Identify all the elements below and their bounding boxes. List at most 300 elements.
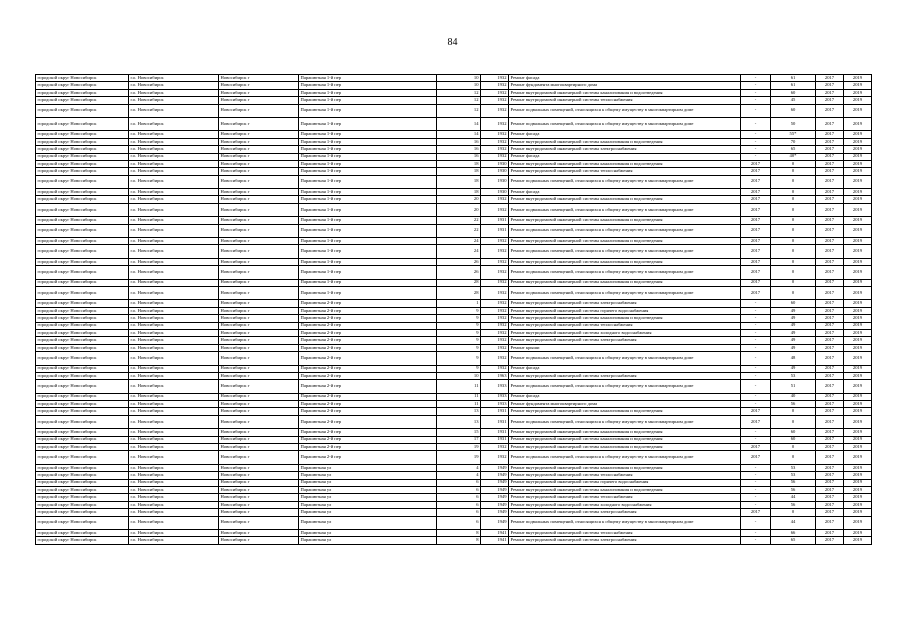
cell-municipality: городской округ Новосибирск — [36, 322, 129, 329]
cell-district: г.о. Новосибирск — [129, 189, 219, 196]
cell-locality: Новосибирск г — [219, 160, 299, 167]
cell-completion-year: - — [741, 479, 771, 486]
cell-municipality: городской округ Новосибирск — [36, 300, 129, 307]
cell-wear-percent: 0 — [771, 266, 816, 279]
cell-locality: Новосибирск г — [219, 89, 299, 96]
cell-plan-end: 2019 — [844, 479, 872, 486]
cell-wear-percent: 0 — [771, 203, 816, 216]
cell-completion-year: - — [741, 352, 771, 365]
cell-district: г.о. Новосибирск — [129, 322, 219, 329]
cell-district: г.о. Новосибирск — [129, 146, 219, 153]
cell-district: г.о. Новосибирск — [129, 337, 219, 344]
cell-street: Парашютная 1-й пер — [299, 138, 437, 145]
cell-locality: Новосибирск г — [219, 189, 299, 196]
cell-year: 1931 — [481, 217, 509, 224]
cell-completion-year: - — [741, 117, 771, 130]
cell-year: 1932 — [481, 75, 509, 82]
cell-plan-start: 2017 — [816, 286, 844, 299]
cell-street: Парашютная 1-й пер — [299, 117, 437, 130]
cell-work-type: Ремонт фасада — [509, 131, 741, 138]
cell-wear-percent: 0 — [771, 509, 816, 516]
cell-municipality: городской округ Новосибирск — [36, 501, 129, 508]
cell-district: г.о. Новосибирск — [129, 89, 219, 96]
cell-house: 6 — [437, 486, 481, 493]
cell-completion-year: - — [741, 104, 771, 117]
cell-plan-end: 2019 — [844, 372, 872, 379]
cell-work-type: Ремонт внутридомовой инженерной системы канализования и водоотведения — [509, 486, 741, 493]
table-row — [36, 131, 872, 138]
cell-house: 18 — [437, 175, 481, 188]
cell-plan-end: 2019 — [844, 464, 872, 471]
cell-completion-year: - — [741, 486, 771, 493]
cell-house: 9 — [437, 315, 481, 322]
cell-municipality: городской округ Новосибирск — [36, 266, 129, 279]
cell-locality: Новосибирск г — [219, 401, 299, 408]
cell-work-type: Ремонт внутридомовой инженерной системы теплоснабжения — [509, 97, 741, 104]
cell-locality: Новосибирск г — [219, 300, 299, 307]
cell-plan-end: 2019 — [844, 300, 872, 307]
cell-work-type: Ремонт внутридомовой инженерной системы канализования и водоотведения — [509, 279, 741, 286]
cell-plan-end: 2019 — [844, 516, 872, 529]
cell-work-type: Ремонт внутридомовой инженерной системы электроснабжения — [509, 372, 741, 379]
cell-locality: Новосибирск г — [219, 501, 299, 508]
cell-municipality: городской округ Новосибирск — [36, 429, 129, 436]
cell-wear-percent: 0 — [771, 451, 816, 464]
cell-plan-end: 2019 — [844, 509, 872, 516]
cell-municipality: городской округ Новосибирск — [36, 415, 129, 428]
cell-district: г.о. Новосибирск — [129, 97, 219, 104]
cell-house: 11 — [437, 401, 481, 408]
cell-plan-start: 2017 — [816, 97, 844, 104]
cell-plan-end: 2019 — [844, 196, 872, 203]
cell-plan-start: 2017 — [816, 408, 844, 415]
cell-work-type: Ремонт внутридомовой инженерной системы горячего водоснабжения — [509, 307, 741, 314]
cell-locality: Новосибирск г — [219, 494, 299, 501]
cell-wear-percent: 60 — [771, 104, 816, 117]
cell-year: 1941 — [481, 529, 509, 536]
cell-district: г.о. Новосибирск — [129, 196, 219, 203]
cell-wear-percent: 60 — [771, 89, 816, 96]
cell-district: г.о. Новосибирск — [129, 300, 219, 307]
cell-house: 20 — [437, 203, 481, 216]
cell-completion-year: - — [741, 82, 771, 89]
cell-work-type: Ремонт внутридомовой инженерной системы канализования и водоотведения — [509, 315, 741, 322]
cell-house: 11 — [437, 393, 481, 400]
cell-locality: Новосибирск г — [219, 344, 299, 351]
cell-district: г.о. Новосибирск — [129, 168, 219, 175]
cell-year: 1949 — [481, 464, 509, 471]
cell-municipality: городской округ Новосибирск — [36, 352, 129, 365]
cell-plan-start: 2017 — [816, 352, 844, 365]
cell-work-type: Ремонт внутридомовой инженерной системы канализования и водоотведения — [509, 217, 741, 224]
cell-locality: Новосибирск г — [219, 286, 299, 299]
cell-wear-percent: 0 — [771, 189, 816, 196]
cell-plan-end: 2019 — [844, 138, 872, 145]
cell-work-type: Ремонт подвальных помещений, относящихся к общему имуществу в многоквартирном доме — [509, 266, 741, 279]
cell-wear-percent: 66 — [771, 529, 816, 536]
cell-district: г.о. Новосибирск — [129, 479, 219, 486]
cell-plan-end: 2019 — [844, 89, 872, 96]
cell-plan-start: 2017 — [816, 494, 844, 501]
cell-house: 8 — [437, 529, 481, 536]
cell-plan-start: 2017 — [816, 344, 844, 351]
cell-municipality: городской округ Новосибирск — [36, 153, 129, 160]
cell-work-type: Ремонт внутридомовой инженерной системы канализования и водоотведения — [509, 238, 741, 245]
cell-year: 1932 — [481, 337, 509, 344]
cell-year: 1949 — [481, 486, 509, 493]
cell-wear-percent: 48 — [771, 352, 816, 365]
cell-plan-start: 2017 — [816, 451, 844, 464]
cell-completion-year: 2017 — [741, 286, 771, 299]
cell-locality: Новосибирск г — [219, 175, 299, 188]
cell-year: 1931 — [481, 429, 509, 436]
table-row — [36, 224, 872, 237]
cell-locality: Новосибирск г — [219, 245, 299, 258]
table-row — [36, 153, 872, 160]
cell-locality: Новосибирск г — [219, 516, 299, 529]
cell-work-type: Ремонт внутридомовой инженерной системы холодного водоснабжения — [509, 501, 741, 508]
cell-plan-start: 2017 — [816, 486, 844, 493]
cell-plan-start: 2017 — [816, 168, 844, 175]
cell-plan-end: 2019 — [844, 436, 872, 443]
cell-plan-start: 2017 — [816, 516, 844, 529]
cell-wear-percent: 0 — [771, 286, 816, 299]
cell-work-type: Ремонт внутридомовой инженерной системы канализования и водоотведения — [509, 138, 741, 145]
cell-year: 1932 — [481, 245, 509, 258]
cell-wear-percent: 50 — [771, 117, 816, 130]
cell-municipality: городской округ Новосибирск — [36, 344, 129, 351]
cell-locality: Новосибирск г — [219, 75, 299, 82]
cell-completion-year: - — [741, 138, 771, 145]
cell-house: 14 — [437, 131, 481, 138]
cell-plan-start: 2017 — [816, 217, 844, 224]
cell-plan-end: 2019 — [844, 537, 872, 544]
cell-district: г.о. Новосибирск — [129, 401, 219, 408]
cell-plan-end: 2019 — [844, 279, 872, 286]
cell-street: Парашютная 2-й пер — [299, 436, 437, 443]
cell-municipality: городской округ Новосибирск — [36, 444, 129, 451]
cell-municipality: городской округ Новосибирск — [36, 494, 129, 501]
cell-house: 6 — [437, 516, 481, 529]
cell-plan-end: 2019 — [844, 97, 872, 104]
cell-plan-start: 2017 — [816, 537, 844, 544]
cell-work-type: Ремонт крыши — [509, 344, 741, 351]
cell-plan-start: 2017 — [816, 322, 844, 329]
cell-plan-start: 2017 — [816, 175, 844, 188]
cell-municipality: городской округ Новосибирск — [36, 89, 129, 96]
cell-plan-end: 2019 — [844, 307, 872, 314]
cell-house: 18 — [437, 189, 481, 196]
cell-year: 1932 — [481, 286, 509, 299]
cell-completion-year: - — [741, 372, 771, 379]
cell-locality: Новосибирск г — [219, 509, 299, 516]
cell-year: 1932 — [481, 203, 509, 216]
cell-plan-start: 2017 — [816, 131, 844, 138]
cell-district: г.о. Новосибирск — [129, 365, 219, 372]
cell-year: 1933 — [481, 401, 509, 408]
cell-year: 1932 — [481, 138, 509, 145]
cell-locality: Новосибирск г — [219, 307, 299, 314]
table-row — [36, 372, 872, 379]
cell-wear-percent: 0 — [771, 175, 816, 188]
cell-completion-year: 2017 — [741, 160, 771, 167]
cell-completion-year: - — [741, 494, 771, 501]
cell-plan-end: 2019 — [844, 146, 872, 153]
cell-municipality: городской округ Новосибирск — [36, 537, 129, 544]
cell-year: 1949 — [481, 472, 509, 479]
cell-plan-end: 2019 — [844, 393, 872, 400]
cell-completion-year: - — [741, 401, 771, 408]
cell-locality: Новосибирск г — [219, 352, 299, 365]
cell-municipality: городской округ Новосибирск — [36, 315, 129, 322]
cell-work-type: Ремонт внутридомовой инженерной системы теплоснабжения — [509, 494, 741, 501]
cell-house: 12 — [437, 89, 481, 96]
cell-wear-percent: 0 — [771, 196, 816, 203]
cell-district: г.о. Новосибирск — [129, 393, 219, 400]
cell-district: г.о. Новосибирск — [129, 380, 219, 393]
cell-wear-percent: 56 — [771, 501, 816, 508]
cell-street: Парашютная 1-й пер — [299, 146, 437, 153]
cell-municipality: городской округ Новосибирск — [36, 258, 129, 265]
table-row — [36, 408, 872, 415]
table-row — [36, 266, 872, 279]
table-row — [36, 104, 872, 117]
cell-wear-percent: 0 — [771, 238, 816, 245]
cell-work-type: Ремонт внутридомовой инженерной системы электроснабжения — [509, 337, 741, 344]
cell-wear-percent: 0 — [771, 160, 816, 167]
cell-locality: Новосибирск г — [219, 472, 299, 479]
cell-work-type: Ремонт подвальных помещений, относящихся к общему имуществу в многоквартирном доме — [509, 224, 741, 237]
cell-district: г.о. Новосибирск — [129, 436, 219, 443]
cell-municipality: городской округ Новосибирск — [36, 337, 129, 344]
cell-wear-percent: 60 — [771, 436, 816, 443]
cell-district: г.о. Новосибирск — [129, 329, 219, 336]
cell-plan-end: 2019 — [844, 451, 872, 464]
cell-district: г.о. Новосибирск — [129, 451, 219, 464]
cell-plan-end: 2019 — [844, 286, 872, 299]
cell-completion-year: 2017 — [741, 189, 771, 196]
cell-locality: Новосибирск г — [219, 464, 299, 471]
table-row — [36, 238, 872, 245]
table-row — [36, 444, 872, 451]
table-row — [36, 337, 872, 344]
cell-plan-end: 2019 — [844, 501, 872, 508]
cell-house: 6 — [437, 494, 481, 501]
cell-year: 1930 — [481, 189, 509, 196]
cell-completion-year: - — [741, 75, 771, 82]
cell-street: Парашютная 2-й пер — [299, 365, 437, 372]
cell-plan-end: 2019 — [844, 352, 872, 365]
table-row — [36, 160, 872, 167]
cell-street: Парашютная 1-й пер — [299, 217, 437, 224]
cell-municipality: городской округ Новосибирск — [36, 401, 129, 408]
cell-plan-start: 2017 — [816, 89, 844, 96]
cell-locality: Новосибирск г — [219, 82, 299, 89]
table-row — [36, 300, 872, 307]
cell-street: Парашютная 2-й пер — [299, 344, 437, 351]
cell-work-type: Ремонт внутридомовой инженерной системы канализования и водоотведения — [509, 464, 741, 471]
cell-district: г.о. Новосибирск — [129, 415, 219, 428]
cell-year: 1932 — [481, 307, 509, 314]
cell-wear-percent: 56 — [771, 479, 816, 486]
table-row — [36, 175, 872, 188]
cell-street: Парашютная 2-й пер — [299, 451, 437, 464]
cell-wear-percent: 65 — [771, 146, 816, 153]
cell-locality: Новосибирск г — [219, 117, 299, 130]
cell-plan-start: 2017 — [816, 415, 844, 428]
cell-plan-end: 2019 — [844, 266, 872, 279]
cell-work-type: Ремонт подвальных помещений, относящихся к общему имуществу в многоквартирном доме — [509, 380, 741, 393]
cell-work-type: Ремонт внутридомовой инженерной системы холодного водоснабжения — [509, 329, 741, 336]
cell-plan-start: 2017 — [816, 238, 844, 245]
cell-year: 1949 — [481, 494, 509, 501]
cell-municipality: городской округ Новосибирск — [36, 138, 129, 145]
cell-street: Парашютная 2-й пер — [299, 300, 437, 307]
cell-work-type: Ремонт внутридомовой инженерной системы канализования и водоотведения — [509, 444, 741, 451]
table-row — [36, 258, 872, 265]
cell-house: 10 — [437, 82, 481, 89]
cell-plan-start: 2017 — [816, 279, 844, 286]
cell-district: г.о. Новосибирск — [129, 494, 219, 501]
cell-plan-end: 2019 — [844, 365, 872, 372]
cell-house: 24 — [437, 245, 481, 258]
cell-municipality: городской округ Новосибирск — [36, 380, 129, 393]
cell-completion-year: - — [741, 329, 771, 336]
cell-completion-year: 2017 — [741, 415, 771, 428]
cell-street: Парашютная ул — [299, 479, 437, 486]
cell-completion-year: - — [741, 97, 771, 104]
cell-completion-year: - — [741, 146, 771, 153]
cell-street: Парашютная ул — [299, 486, 437, 493]
cell-plan-start: 2017 — [816, 75, 844, 82]
cell-plan-start: 2017 — [816, 329, 844, 336]
cell-street: Парашютная 2-й пер — [299, 444, 437, 451]
cell-street: Парашютная 2-й пер — [299, 401, 437, 408]
cell-house: 6 — [437, 479, 481, 486]
cell-completion-year: - — [741, 429, 771, 436]
cell-completion-year: 2017 — [741, 444, 771, 451]
cell-plan-end: 2019 — [844, 401, 872, 408]
cell-district: г.о. Новосибирск — [129, 344, 219, 351]
cell-completion-year: - — [741, 322, 771, 329]
table-row — [36, 529, 872, 536]
table-row — [36, 168, 872, 175]
cell-plan-end: 2019 — [844, 217, 872, 224]
cell-work-type: Ремонт подвальных помещений, относящихся к общему имуществу в многоквартирном доме — [509, 286, 741, 299]
cell-house: 16 — [437, 153, 481, 160]
cell-district: г.о. Новосибирск — [129, 352, 219, 365]
cell-year: 1932 — [481, 146, 509, 153]
cell-plan-end: 2019 — [844, 337, 872, 344]
cell-completion-year: - — [741, 344, 771, 351]
cell-plan-start: 2017 — [816, 196, 844, 203]
table-row — [36, 89, 872, 96]
cell-plan-start: 2017 — [816, 464, 844, 471]
cell-street: Парашютная 1-й пер — [299, 131, 437, 138]
cell-wear-percent: 53 — [771, 472, 816, 479]
cell-street: Парашютная 1-й пер — [299, 153, 437, 160]
cell-year: 1932 — [481, 104, 509, 117]
cell-year: 1933 — [481, 393, 509, 400]
table-row — [36, 196, 872, 203]
cell-wear-percent: 0 — [771, 168, 816, 175]
cell-street: Парашютная 1-й пер — [299, 238, 437, 245]
cell-plan-end: 2019 — [844, 329, 872, 336]
cell-completion-year: - — [741, 516, 771, 529]
cell-wear-percent: 49 — [771, 337, 816, 344]
table-row — [36, 97, 872, 104]
cell-wear-percent: 45 — [771, 97, 816, 104]
cell-house: 9 — [437, 322, 481, 329]
cell-work-type: Ремонт подвальных помещений, относящихся к общему имуществу в многоквартирном доме — [509, 451, 741, 464]
cell-wear-percent: 40* — [771, 153, 816, 160]
cell-plan-start: 2017 — [816, 203, 844, 216]
cell-house: 20 — [437, 196, 481, 203]
cell-completion-year: 2017 — [741, 451, 771, 464]
table-row — [36, 307, 872, 314]
cell-plan-start: 2017 — [816, 82, 844, 89]
cell-work-type: Ремонт подвальных помещений, относящихся к общему имуществу в многоквартирном доме — [509, 117, 741, 130]
cell-street: Парашютная 2-й пер — [299, 337, 437, 344]
cell-year: 1930 — [481, 175, 509, 188]
cell-municipality: городской округ Новосибирск — [36, 329, 129, 336]
cell-municipality: городской округ Новосибирск — [36, 451, 129, 464]
cell-plan-start: 2017 — [816, 266, 844, 279]
cell-house: 6 — [437, 501, 481, 508]
table-row — [36, 329, 872, 336]
cell-house: 10 — [437, 75, 481, 82]
cell-municipality: городской округ Новосибирск — [36, 279, 129, 286]
cell-completion-year: 2017 — [741, 509, 771, 516]
cell-plan-end: 2019 — [844, 75, 872, 82]
cell-wear-percent: 0 — [771, 415, 816, 428]
cell-district: г.о. Новосибирск — [129, 516, 219, 529]
cell-locality: Новосибирск г — [219, 258, 299, 265]
cell-wear-percent: 53 — [771, 372, 816, 379]
cell-street: Парашютная 1-й пер — [299, 245, 437, 258]
cell-completion-year: 2017 — [741, 266, 771, 279]
cell-work-type: Ремонт внутридомовой инженерной системы электроснабжения — [509, 300, 741, 307]
cell-year: 1931 — [481, 224, 509, 237]
cell-district: г.о. Новосибирск — [129, 472, 219, 479]
table-row — [36, 464, 872, 471]
cell-completion-year: - — [741, 365, 771, 372]
cell-wear-percent: 53 — [771, 464, 816, 471]
cell-work-type: Ремонт внутридомовой инженерной системы электроснабжения — [509, 146, 741, 153]
cell-locality: Новосибирск г — [219, 279, 299, 286]
cell-work-type: Ремонт внутридомовой инженерной системы канализования и водоотведения — [509, 196, 741, 203]
cell-plan-end: 2019 — [844, 380, 872, 393]
cell-plan-start: 2017 — [816, 258, 844, 265]
cell-locality: Новосибирск г — [219, 224, 299, 237]
table-row — [36, 436, 872, 443]
cell-street: Парашютная 2-й пер — [299, 408, 437, 415]
cell-plan-start: 2017 — [816, 146, 844, 153]
cell-plan-end: 2019 — [844, 189, 872, 196]
cell-plan-start: 2017 — [816, 117, 844, 130]
cell-plan-start: 2017 — [816, 529, 844, 536]
table-row — [36, 365, 872, 372]
cell-plan-end: 2019 — [844, 131, 872, 138]
cell-house: 24 — [437, 238, 481, 245]
cell-street: Парашютная 1-й пер — [299, 97, 437, 104]
cell-plan-end: 2019 — [844, 315, 872, 322]
cell-district: г.о. Новосибирск — [129, 217, 219, 224]
cell-locality: Новосибирск г — [219, 138, 299, 145]
cell-work-type: Ремонт внутридомовой инженерной системы канализования и водоотведения — [509, 258, 741, 265]
cell-locality: Новосибирск г — [219, 217, 299, 224]
cell-municipality: городской округ Новосибирск — [36, 175, 129, 188]
